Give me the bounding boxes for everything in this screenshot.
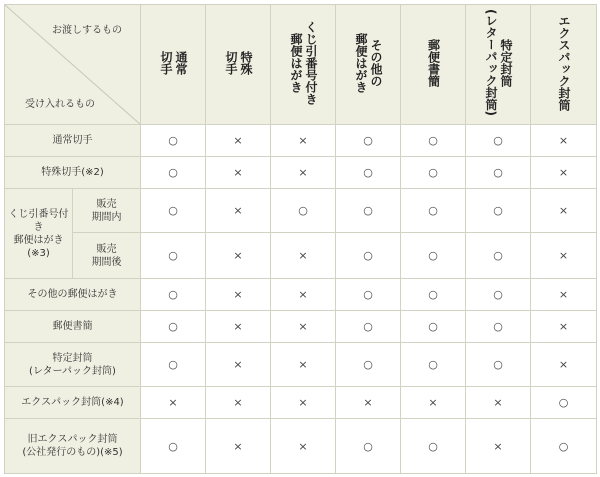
column-header: くじ引番号付き 郵便はがき: [271, 5, 336, 125]
mark-cell: ○: [401, 157, 466, 189]
mark-cell: ×: [206, 125, 271, 157]
mark-cell: ×: [531, 125, 597, 157]
table-row: [5, 387, 597, 419]
mark-cell: ×: [401, 387, 466, 419]
mark-cell: ○: [141, 233, 206, 279]
mark-cell: ○: [141, 343, 206, 387]
mark-cell: ○: [141, 157, 206, 189]
table-row: [5, 125, 597, 157]
mark-cell: ○: [466, 157, 531, 189]
mark-cell: ×: [206, 419, 271, 474]
mark-cell: ○: [531, 387, 597, 419]
table-row: [5, 157, 597, 189]
mark-cell: ×: [206, 189, 271, 233]
mark-cell: ○: [466, 233, 531, 279]
mark-cell: ○: [336, 343, 401, 387]
mark-cell: ×: [141, 387, 206, 419]
mark-cell: ×: [206, 157, 271, 189]
mark-cell: ○: [401, 233, 466, 279]
column-header: 郵便書簡: [401, 5, 466, 125]
row-subheader: 販売 期間後: [73, 233, 141, 279]
mark-cell: ○: [466, 189, 531, 233]
mark-cell: ○: [336, 125, 401, 157]
row-header: 郵便書簡: [5, 311, 141, 343]
column-header: その他の 郵便はがき: [336, 5, 401, 125]
mark-cell: ×: [271, 125, 336, 157]
mark-cell: ○: [401, 189, 466, 233]
mark-cell: ×: [531, 157, 597, 189]
mark-cell: ×: [271, 311, 336, 343]
mark-cell: ○: [401, 311, 466, 343]
mark-cell: ×: [531, 311, 597, 343]
table-row: [5, 233, 597, 279]
mark-cell: ○: [336, 157, 401, 189]
mark-cell: ×: [271, 233, 336, 279]
mark-cell: ○: [401, 343, 466, 387]
column-header: 特定封筒 (レターパック封筒): [466, 5, 531, 125]
table-row: [5, 279, 597, 311]
mark-cell: ○: [401, 419, 466, 474]
mark-cell: ×: [206, 279, 271, 311]
mark-cell: ○: [141, 189, 206, 233]
mark-cell: ×: [206, 343, 271, 387]
mark-cell: ○: [401, 279, 466, 311]
row-subheader: 販売 期間内: [73, 189, 141, 233]
table-corner-header: [5, 5, 141, 125]
mark-cell: ○: [401, 125, 466, 157]
mark-cell: ×: [271, 419, 336, 474]
mark-cell: ×: [466, 387, 531, 419]
table-row: [5, 189, 597, 233]
mark-cell: ×: [206, 233, 271, 279]
mark-cell: ○: [141, 419, 206, 474]
column-header: 通常 切手: [141, 5, 206, 125]
row-header: 特殊切手(※2): [5, 157, 141, 189]
mark-cell: ×: [531, 189, 597, 233]
table-row: [5, 419, 597, 474]
mark-cell: ○: [336, 189, 401, 233]
mark-cell: ○: [141, 279, 206, 311]
mark-cell: ×: [531, 279, 597, 311]
table-row: [5, 343, 597, 387]
mark-cell: ○: [271, 189, 336, 233]
column-header: 特殊 切手: [206, 5, 271, 125]
row-header: くじ引番号付 き 郵便はがき (※3): [5, 189, 73, 279]
mark-cell: ×: [271, 279, 336, 311]
mark-cell: ○: [141, 125, 206, 157]
mark-cell: ○: [336, 419, 401, 474]
mark-cell: ×: [336, 387, 401, 419]
mark-cell: ×: [271, 157, 336, 189]
mark-cell: ×: [531, 343, 597, 387]
mark-cell: ○: [141, 311, 206, 343]
column-header: エクスパック封筒: [531, 5, 597, 125]
mark-cell: ○: [336, 279, 401, 311]
mark-cell: ×: [466, 419, 531, 474]
exchange-table: [4, 4, 597, 474]
mark-cell: ×: [271, 343, 336, 387]
row-header: 通常切手: [5, 125, 141, 157]
row-header: エクスパック封筒(※4): [5, 387, 141, 419]
table-row: [5, 311, 597, 343]
mark-cell: ○: [466, 279, 531, 311]
row-header: 旧エクスパック封筒 (公社発行のもの)(※5): [5, 419, 141, 474]
mark-cell: ×: [206, 387, 271, 419]
mark-cell: ×: [531, 233, 597, 279]
mark-cell: ×: [271, 387, 336, 419]
corner-give-label: お渡しするもの: [52, 25, 122, 36]
mark-cell: ○: [466, 125, 531, 157]
row-header: その他の郵便はがき: [5, 279, 141, 311]
mark-cell: ×: [206, 311, 271, 343]
mark-cell: ○: [336, 233, 401, 279]
corner-accept-label: 受け入れるもの: [25, 99, 95, 110]
row-header: 特定封筒 (レターパック封筒): [5, 343, 141, 387]
mark-cell: ○: [466, 343, 531, 387]
mark-cell: ○: [336, 311, 401, 343]
mark-cell: ○: [466, 311, 531, 343]
mark-cell: ○: [531, 419, 597, 474]
